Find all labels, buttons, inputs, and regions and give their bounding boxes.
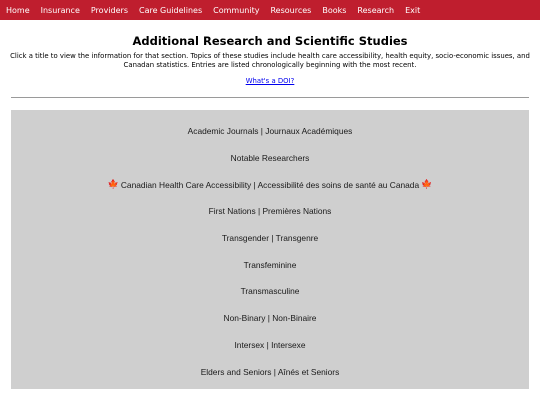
intro-line-1: Click a title to view the information for that section. Topics of these studies include health care accessibility, health equity, socio-economic issues, and <box>10 52 530 60</box>
section-label: Notable Researchers <box>230 153 310 164</box>
nav-link-home[interactable]: Home <box>6 5 30 15</box>
section-transmasculine[interactable] <box>11 278 529 305</box>
nav-link-books[interactable]: Books <box>322 5 347 15</box>
section-canadian-health-care-accessibility[interactable] <box>11 171 529 198</box>
intro-text <box>0 52 540 70</box>
nav-link-resources[interactable]: Resources <box>270 5 312 15</box>
section-label: Intersex | Intersexe <box>234 339 306 350</box>
section-first-nations[interactable] <box>11 198 529 225</box>
section-non-binary[interactable] <box>11 305 529 332</box>
section-label: Canadian Health Care Accessibility | Accessibilité des soins de santé au Canada <box>120 179 420 190</box>
section-label: Academic Journals | Journaux Académiques <box>187 126 353 137</box>
page-title: Additional Research and Scientific Studies <box>132 34 408 48</box>
maple-leaf-icon: 🍁 <box>107 179 119 190</box>
nav-link-insurance[interactable]: Insurance <box>40 5 80 15</box>
section-elders-and-seniors[interactable] <box>11 358 529 385</box>
section-label: Non-Binary | Non-Binaire <box>223 313 317 324</box>
section-divider <box>11 97 529 98</box>
intro-line-2: Canadan statistics. Entries are listed chronologically beginning with the most recent. <box>123 61 417 69</box>
nav-link-exit[interactable]: Exit <box>405 5 421 15</box>
nav-link-research[interactable]: Research <box>357 5 395 15</box>
nav-link-community[interactable]: Community <box>213 5 260 15</box>
section-transgender[interactable] <box>11 225 529 252</box>
section-intersex[interactable] <box>11 332 529 359</box>
maple-leaf-icon: 🍁 <box>421 179 433 190</box>
section-label: Transmasculine <box>240 286 300 297</box>
section-transfeminine[interactable] <box>11 251 529 278</box>
nav-link-providers[interactable]: Providers <box>90 5 128 15</box>
nav-link-care-guidelines[interactable]: Care Guidelines <box>138 5 203 15</box>
section-academic-journals[interactable] <box>11 118 529 145</box>
sections-panel <box>11 110 529 389</box>
section-label: First Nations | Premières Nations <box>208 206 332 217</box>
top-navigation-bar <box>0 0 540 20</box>
section-notable-researchers[interactable] <box>11 145 529 172</box>
section-label: Elders and Seniors | Aînés et Seniors <box>200 366 340 377</box>
section-label: Transgender | Transgenre <box>221 233 319 244</box>
section-label: Transfeminine <box>243 259 297 270</box>
whats-a-doi-link[interactable]: What's a DOI? <box>245 77 295 85</box>
